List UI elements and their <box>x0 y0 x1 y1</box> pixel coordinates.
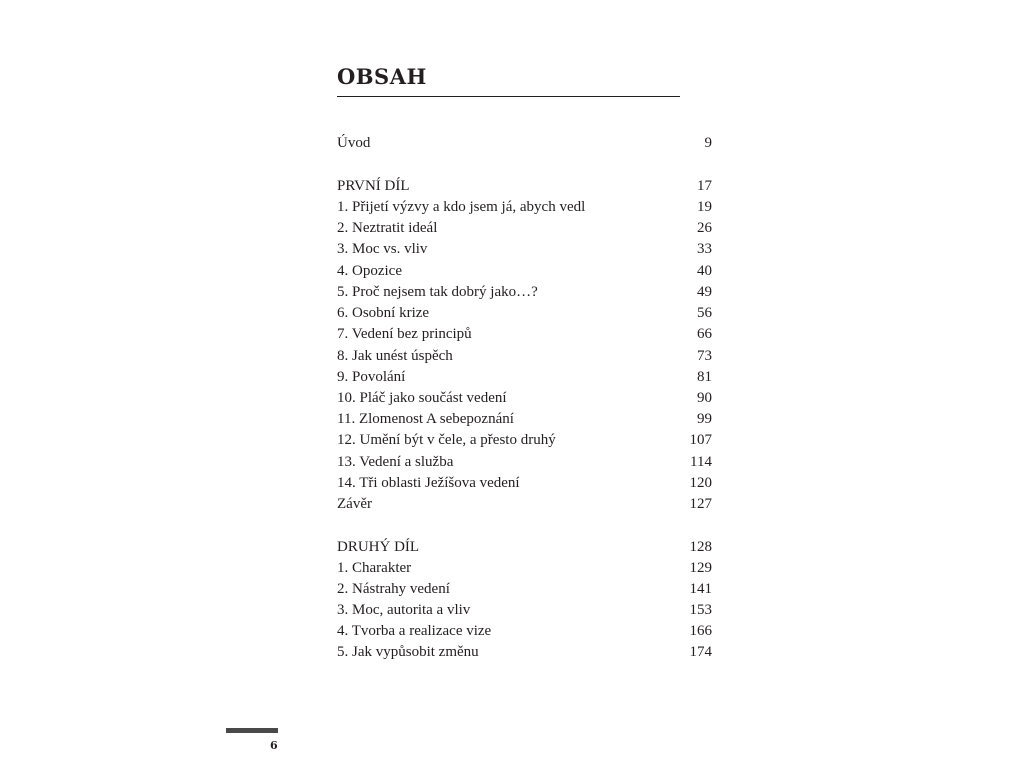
toc-entry-page: 81 <box>697 369 712 385</box>
toc-entry-title: 6. Osobní krize <box>337 305 430 321</box>
toc-entry-title: 3. Moc vs. vliv <box>337 241 428 257</box>
toc-entry-title: 1. Charakter <box>337 560 412 576</box>
toc-entry-page: 33 <box>697 241 712 257</box>
toc-entry <box>337 494 712 515</box>
toc-entry <box>337 388 712 409</box>
toc-entry <box>337 642 712 663</box>
toc-entry-page: 66 <box>697 326 712 342</box>
toc-entry-page: 56 <box>697 305 712 321</box>
toc-entry-title: 5. Jak vypůsobit změnu <box>337 644 479 660</box>
toc-entry-page: 90 <box>697 390 712 406</box>
toc-entry <box>337 197 712 218</box>
toc-entry <box>337 430 712 451</box>
toc-entry-page: 49 <box>697 284 712 300</box>
toc-entry <box>337 176 712 197</box>
toc-entry <box>337 473 712 494</box>
toc-entry-title: 10. Pláč jako součást vedení <box>337 390 507 406</box>
toc-entry <box>337 324 712 345</box>
toc-entry-title: 4. Opozice <box>337 263 402 279</box>
toc-entry-page: 128 <box>689 539 712 555</box>
toc-entry-title: 7. Vedení bez principů <box>337 326 472 342</box>
toc-entry <box>337 579 712 600</box>
toc-entry <box>337 367 712 388</box>
toc-entry-title: 14. Tři oblasti Ježíšova vedení <box>337 475 520 491</box>
toc-entry <box>337 218 712 239</box>
toc-entry-title: 3. Moc, autorita a vliv <box>337 602 471 618</box>
toc-entry <box>337 303 712 324</box>
toc-entry-title: 1. Přijetí výzvy a kdo jsem já, abych vedl <box>337 199 586 215</box>
toc-entry-title: 4. Tvorba a realizace vize <box>337 623 492 639</box>
toc-entry <box>337 346 712 367</box>
toc-entry <box>337 621 712 642</box>
toc-entry-page: 166 <box>689 623 712 639</box>
toc-entry <box>337 261 712 282</box>
toc-entry-title: 5. Proč nejsem tak dobrý jako…? <box>337 284 538 300</box>
page-title: OBSAH <box>337 64 427 89</box>
toc-entry <box>337 558 712 579</box>
toc-entry-title: Úvod <box>337 135 371 151</box>
toc-entry <box>337 537 712 558</box>
toc-entry-page: 17 <box>697 178 712 194</box>
toc-entry-title: Závěr <box>337 496 372 512</box>
toc-entry <box>337 452 712 473</box>
toc-entry <box>337 239 712 260</box>
toc-entry-page: 107 <box>689 432 712 448</box>
footer-bar <box>226 728 278 733</box>
toc-entry <box>337 282 712 303</box>
toc-entry-page: 19 <box>697 199 712 215</box>
toc-entry-title: 11. Zlomenost A sebepoznání <box>337 411 514 427</box>
toc-entry-page: 114 <box>690 454 712 470</box>
toc-entry-title: 9. Povolání <box>337 369 406 385</box>
toc-entry-page: 40 <box>697 263 712 279</box>
toc-entry-title: 12. Umění být v čele, a přesto druhý <box>337 432 556 448</box>
toc-entry-page: 26 <box>697 220 712 236</box>
toc-entry-title: DRUHÝ DÍL <box>337 539 420 555</box>
toc-entry-page: 129 <box>689 560 712 576</box>
toc-entry-title: PRVNÍ DÍL <box>337 178 410 194</box>
toc-entry-page: 99 <box>697 411 712 427</box>
toc-entry-page: 141 <box>689 581 712 597</box>
toc-entry-page: 9 <box>704 135 712 151</box>
toc-entry <box>337 600 712 621</box>
toc-entry-page: 73 <box>697 348 712 364</box>
toc-entry-title: 2. Neztratit ideál <box>337 220 438 236</box>
title-underline <box>337 96 680 97</box>
page-number: 6 <box>270 739 278 752</box>
toc-entry-page: 174 <box>689 644 712 660</box>
toc-entry-title: 2. Nástrahy vedení <box>337 581 450 597</box>
toc-entry-title: 13. Vedení a služba <box>337 454 454 470</box>
toc-entry <box>337 133 712 154</box>
toc-entry-page: 127 <box>689 496 712 512</box>
toc-entry-page: 153 <box>689 602 712 618</box>
toc-entry-title: 8. Jak unést úspěch <box>337 348 453 364</box>
toc-entry <box>337 409 712 430</box>
toc-entry-page: 120 <box>689 475 712 491</box>
